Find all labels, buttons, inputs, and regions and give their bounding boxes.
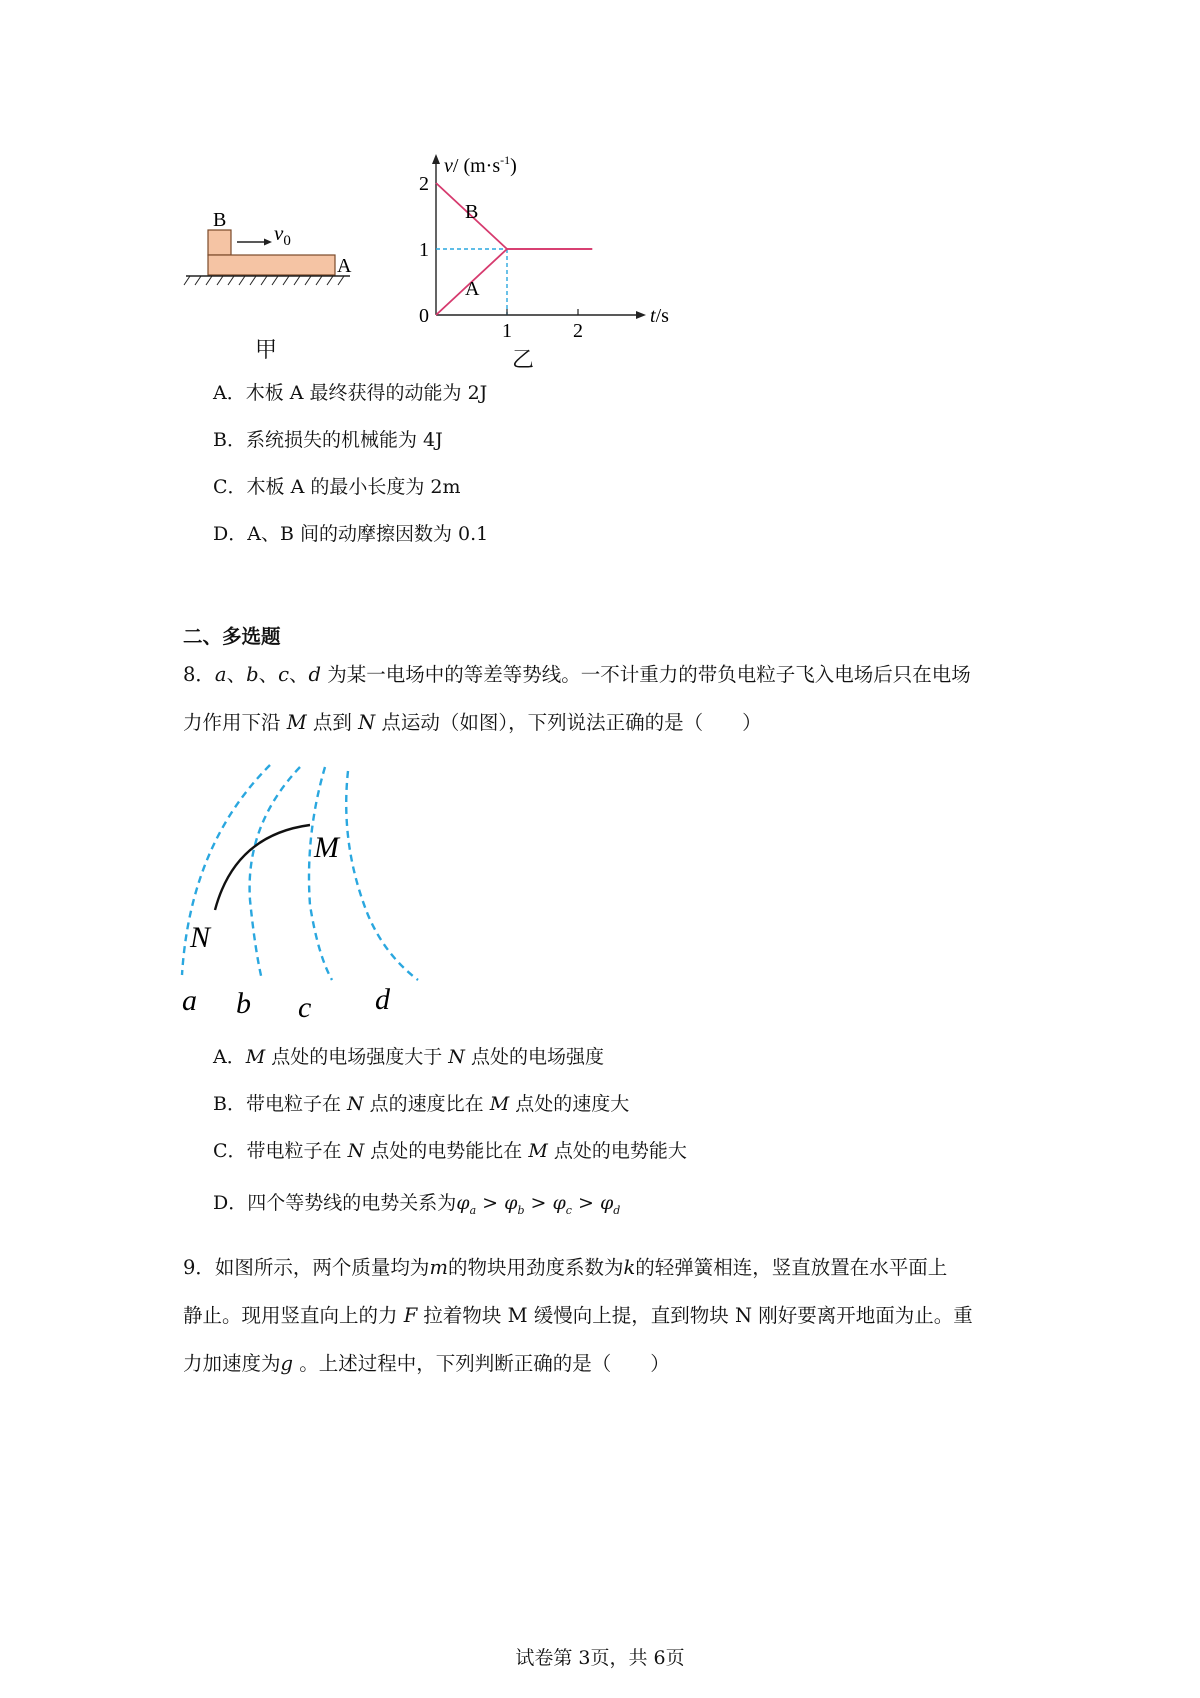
x-axis-arrow <box>636 311 646 319</box>
q7-option-c: C．木板 A 的最小长度为 2m <box>213 476 461 498</box>
x-tick-label-2: 2 <box>573 320 583 342</box>
block-b-label: B <box>213 210 227 231</box>
y-tick-label-1: 1 <box>419 239 429 261</box>
q8-option-d: D．四个等势线的电势关系为$\varphi_a > \varphi_b > \varphi_c > \varphi_d$ <box>213 1192 621 1217</box>
figure-jia-caption: 甲 <box>255 338 278 363</box>
figure-yi-chart <box>410 150 680 350</box>
ground-hatching <box>184 276 344 285</box>
velocity-label: $v_0$ <box>274 221 291 249</box>
block-b <box>208 230 231 255</box>
y-axis-label: v/ $(m\cdot s^{-1})$ <box>444 153 517 177</box>
line-a-label: a <box>182 984 197 1017</box>
q8-stem <box>183 651 1043 747</box>
q8-equipotential-figure <box>170 755 450 1025</box>
q7-option-a: A．木板 A 最终获得的动能为 2J <box>213 382 488 404</box>
point-n-label: N <box>190 921 211 954</box>
potential-relation: $\varphi_a > \varphi_b > \varphi_c > \varphi_d$ <box>456 1192 621 1217</box>
y-axis-arrow <box>432 154 440 164</box>
q8-option-a: A．M 点处的电场强度大于 N 点处的电场强度 <box>213 1046 604 1068</box>
equipotential-line-b <box>250 767 300 980</box>
line-b-label: B <box>465 201 479 223</box>
page-footer: 试卷第 3页，共 6页 <box>515 1647 685 1669</box>
section-heading: 二、多选题 <box>183 625 281 648</box>
line-d-label: d <box>375 983 390 1016</box>
series-line-b <box>436 183 592 249</box>
point-m-label: M <box>314 831 339 864</box>
q7-option-b: B．系统损失的机械能为 4J <box>213 429 443 451</box>
line-b-label: b <box>236 987 251 1020</box>
q8-option-c: C．带电粒子在 N 点处的电势能比在 M 点处的电势能大 <box>213 1140 687 1162</box>
q9-line-1: 9．如图所示，两个质量均为m的物块用劲度系数为k的轻弹簧相连，竖直放置在水平面上 <box>183 1256 948 1279</box>
y-tick-label-2: 2 <box>419 173 429 195</box>
board-a <box>208 255 335 275</box>
equipotential-line-c <box>309 767 332 980</box>
q9-line-3: 力加速度为g 。上述过程中，下列判断正确的是（ ） <box>183 1352 670 1375</box>
board-a-label: A <box>337 255 352 277</box>
x-axis-label: t/s <box>650 305 669 327</box>
q8-option-b: B．带电粒子在 N 点的速度比在 M 点处的速度大 <box>213 1093 630 1115</box>
velocity-arrow <box>237 239 272 246</box>
q9-line-2: 静止。现用竖直向上的力 F 拉着物块 M 缓慢向上提，直到物块 N 刚好要离开地面为止。重 <box>183 1304 973 1327</box>
series-line-a <box>436 249 592 315</box>
y-tick-label-0: 0 <box>419 305 429 327</box>
line-a-label: A <box>465 278 480 300</box>
q8-line-2: 力作用下沿 M 点到 N 点运动（如图），下列说法正确的是（ ） <box>183 711 762 734</box>
q9-stem <box>183 1244 1043 1388</box>
figure-jia-diagram <box>180 210 365 290</box>
equipotential-line-d <box>346 771 418 980</box>
q7-option-d: D．A、B 间的动摩擦因数为 0.1 <box>213 523 489 545</box>
line-c-label: c <box>298 991 312 1024</box>
particle-trajectory <box>215 825 310 910</box>
q8-line-1: 8．a、b、c、d 为某一电场中的等差等势线。一不计重力的带负电粒子飞入电场后只在电场 <box>183 663 971 686</box>
x-tick-label-1: 1 <box>502 320 512 342</box>
figure-yi-caption: 乙 <box>512 348 535 373</box>
